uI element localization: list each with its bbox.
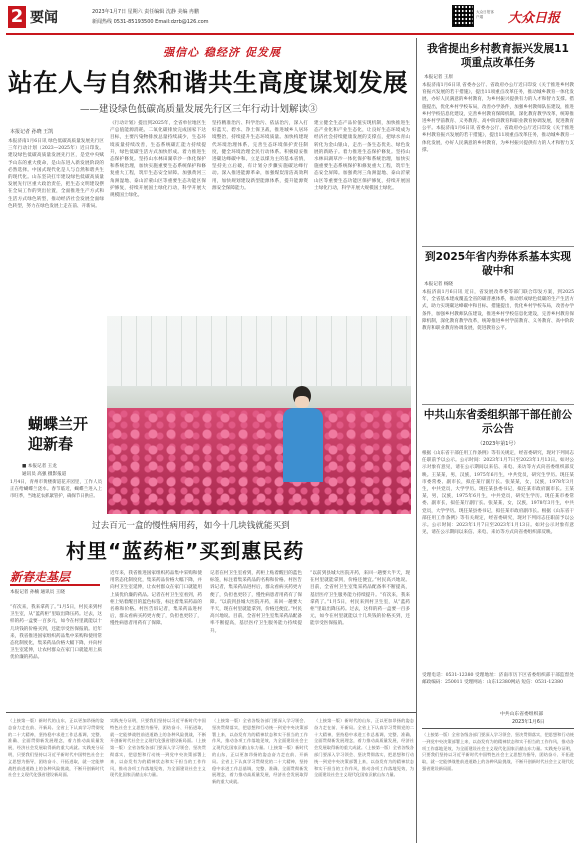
medicine-body-col-4: “以前到县城大医院开药，来回一趟要大半天，现在村里就能拿到，价格还便宜。”村民高兴地说。目前，全省村卫生室集采药品配备率不断提高，基层医疗卫生服务能力持续提升。“有次来，我来拿药了。”1月5日，村民来到村卫生室，从“蓝药柜”里取出降压药。过去，这样的药一盒要一百多元，如今在村里就能以十几块钱的价格买到，还能享受医保报销。 xyxy=(310,571,410,627)
lead-byline: 本报记者 孙晓 王凯 xyxy=(10,129,54,135)
medicine-body-col-2: 近年来，我省推进国家组织药品集中采购和使用常态化制度化，集采药品价格大幅下降，并向村卫生室延伸，让农村群众在家门口就能用上质优价廉的药品。记者在村卫生室看到，药柜上贴着醒目的蓝色标签，标注着集采药品的名称和价格。村医告诉记者，集采药品进村后，群众看病买药更方便了，负担也更轻了，慢性病患者用药有了保障。 xyxy=(110,571,202,627)
greenhouse-roof xyxy=(107,316,411,386)
right-story-2-headline: 到2025年省内券体系基本实现破中和 xyxy=(424,251,571,277)
lead-kicker: 强信心 稳经济 促发展 xyxy=(163,46,281,59)
column-rule xyxy=(416,38,417,843)
right-story-1-body: 本报济南1月6日讯 省委办公厅、省政府办公厅近日印发《关于推进乡村教育振兴发展的若干措施》，提出11项重点改革任务，推动城乡教育一体化发展，办好人民满意的乡村教育，为乡村振兴提供有力的人才和智力支撑。措施提出，优化乡村学校布局，改善办学条件，加强乡村教师队伍建设，推进乡村学校信息化建设，完善乡村教育保障机制，深化教育教学改革，统筹推进乡村学前教育、义务教育、高中阶段教育和职业教育协调发展，促进教育公平。本报济南1月6日讯 省委办公厅、省政府办公厅近日印发《关于推进乡村教育振兴发展的若干措施》，提出11项重点改革任务，推动城乡教育一体化发展，办好人民满意的乡村教育，为乡村振兴提供有力的人才和智力支撑。 xyxy=(422,83,574,153)
qr-label: 大众日报客户端 xyxy=(476,10,494,19)
right-signature: 中共山东省委组织部 xyxy=(500,712,544,717)
right-rule-1 xyxy=(422,246,574,247)
bottom-col-4: （上接第一版）新时代的山东，正以更加昂扬的姿态奋力走在前、开新局。全省上下认真学习贯彻党的二十大精神，坚持稳中求进工作总基调，完整、准确、全面贯彻新发展理念，着力推动高质量发展，经济社会发展取得新的重大成就。（上接第一版）全省各级各部门要深入学习领会、坚决贯彻落实，把思想和行动统一到党中央决策部署上来，以奋发有为的精神状态和实干担当的工作作风，推动各项工作落地见效，为全面建设社会主义现代化国家贡献山东力量。 xyxy=(314,718,414,778)
orchid-photo xyxy=(107,316,411,514)
medicine-byline: 本报记者 孙楠 通讯员 王晓 xyxy=(10,590,65,595)
right-rule-2 xyxy=(422,404,574,405)
right-rule-3 xyxy=(422,728,574,729)
bottom-strip-rule xyxy=(6,712,416,713)
header-rule xyxy=(6,33,574,35)
right-story-1-byline: 本报记者 王原 xyxy=(424,75,454,80)
right-contact-info: 受理电话：0531-12380 受理地址：济南市历下区省委组织部干部监督处 邮政编码：250011 受理网站：山东12380网站 短信：0531-12380 xyxy=(422,673,574,686)
worker-figure xyxy=(275,386,331,482)
bottom-col-1: （上接第一版）新时代的山东，正以更加昂扬的姿态奋力走在前、开新局。全省上下认真学习贯彻党的二十大精神，坚持稳中求进工作总基调，完整、准确、全面贯彻新发展理念，着力推动高质量发展，经济社会发展取得新的重大成就。实践充分证明，只要我们坚持以习近平新时代中国特色社会主义思想为指导，团结奋斗、开拓进取，就一定能够战胜前进道路上的各种风险挑战，不断开创新时代社会主义现代化强省建设新局面。 xyxy=(8,718,104,778)
contact-line: 新闻热线 0531-85193500 Email:dzrb@126.com xyxy=(92,19,209,25)
photo-headline: 蝴蝶兰开 迎新春 xyxy=(28,415,89,453)
lead-body-col-2: 《行动计划》提出到2025年，全省单位地区生产总值能源消耗、二氧化碳排放完成国家下达目标，主要污染物排放总量持续减少，生态环境质量持续改善，生态系统碳汇能力持续提升，绿色低碳生活方式加快形成。着力推进生态保护修复。坚持山水林田湖草沙一体化保护和系统治理，加快实施重要生态系统保护和修复重大工程，筑牢生态安全屏障。加强黄河三角洲湿地、泰山沂蒙山区等重要生态功能区保护修复，持续开展国土绿化行动，科学开展大规模国土绿化。 xyxy=(110,121,206,199)
right-story-1-headline: 我省提出乡村教育振兴发展11项重点改革任务 xyxy=(427,43,569,69)
flower-rows xyxy=(107,408,411,514)
lead-body-col-4: 建立健全生态产品价值实现机制，加快推进生态产业化和产业生态化，让良好生态环境成为经济社会持续健康发展的支撑点，把绿水青山转化为金山银山，走出一条生态优先、绿色发展的新路子。着力推进生态保护修复。坚持山水林田湖草沙一体化保护和系统治理，加快实施重要生态系统保护和修复重大工程，筑牢生态安全屏障。加强黄河三角洲湿地、泰山沂蒙山区等重要生态功能区保护修复，持续开展国土绿化行动，科学开展大规模国土绿化。 xyxy=(314,121,410,191)
right-story-3-body: 根据《山东省干部任用工作条例》等有关规定，经省委研究，现对下列同志任职前予以公示。公示时间：2023年1月7日至2023年1月13日。如对公示对象有意见，请在公示期间以来信、来电、来访等方式向省委组织部反映。王某某，男，汉族，1975年6月生，中共党员，研究生学历。现任某市委常委、副市长，拟任某厅副厅长。张某某，女，汉族，1978年3月生，中共党员，大学学历。现任某县委书记，拟任某市政府副市长。王某某，男，汉族，1975年6月生，中共党员，研究生学历。现任某市委常委、副市长，拟任某厅副厅长。张某某，女，汉族，1978年3月生，中共党员，大学学历。现任某县委书记，拟任某市政府副市长。根据《山东省干部任用工作条例》等有关规定，经省委研究，现对下列同志任职前予以公示。公示时间：2023年1月7日至2023年1月13日。如对公示对象有意见，请在公示期间以来信、来电、来访等方式向省委组织部反映。 xyxy=(422,451,574,536)
medicine-body-col-1: “有次来，我来拿药了。”1月5日，村民来到村卫生室，从“蓝药柜”里取出降压药。过去，这样的药一盒要一百多元，如今在村里就能以十几块钱的价格买到，还能享受医保报销。近年来，我省推进国家组织药品集中采购和使用常态化制度化，集采药品价格大幅下降，并向村卫生室延伸，让农村群众在家门口就能用上质优价廉的药品。 xyxy=(10,605,102,661)
right-story-2-body: 本报济南1月6日讯 近日，省发展改革委等部门联合印发方案，到2025年，全省基本建成覆盖全省的碳普惠体系，推动形成绿色低碳的生产生活方式，助力实现碳达峰碳中和目标。措施提出，优化乡村学校布局，改善办学条件，加强乡村教师队伍建设，推进乡村学校信息化建设，完善乡村教育保障机制，深化教育教学改革，统筹推进乡村学前教育、义务教育、高中阶段教育和职业教育协调发展，促进教育公平。 xyxy=(422,290,574,332)
lead-headline: 站在人与自然和谐共生高度谋划发展 xyxy=(8,68,408,97)
bottom-col-3: （上接第一版）全省各级各部门要深入学习领会、坚决贯彻落实，把思想和行动统一到党中央决策部署上来，以奋发有为的精神状态和实干担当的工作作风，推动各项工作落地见效，为全面建设社会主义现代化国家贡献山东力量。（上接第一版）新时代的山东，正以更加昂扬的姿态奋力走在前、开新局。全省上下认真学习贯彻党的二十大精神，坚持稳中求进工作总基调，完整、准确、全面贯彻新发展理念，着力推动高质量发展，经济社会发展取得新的重大成就。 xyxy=(212,718,308,785)
page-number: 2 xyxy=(8,6,26,28)
photo-caption: 1月4日，青州市黄楼街道花卉园里，工作人员正在给蝴蝶兰浇水。春节临近，蝴蝶兰进入上市旺季，当地花农抓紧管护，确保节日供应。 xyxy=(10,480,102,499)
lead-body-col-1: 本报济南1月6日讯 绿色低碳高质量发展先行区三年行动计划（2023—2025年）近日印发。建设绿色低碳高质量发展先行区，是党中央赋予山东的重大使命，是山东进入新发展阶段的必然选择。中国式现代化是人与自然和谐共生的现代化。山东坚决扛牢建设绿色低碳高质量发展先行区重大政治责任，把生态文明建设摆在全局工作的突出位置，全面推进生产方式和生活方式绿色转型，推动经济社会发展全面绿色转型，努力在绿色发展上走在前、开新局。 xyxy=(8,139,104,209)
qr-code-icon xyxy=(452,5,474,27)
lead-body-col-3: 坚持精准治污、科学治污、依法治污，深入打好蓝天、碧水、净土保卫战，推进城乡人居环境整治，持续提升生态环境质量。加快构建现代环境治理体系，完善生态环境保护责任制度，健全环境治理全民行动体系。积极稳妥推进碳达峰碳中和。立足以煤为主的基本省情，坚持先立后破，有计划分步骤实施碳达峰行动。深入推进能源革命，加强煤炭清洁高效利用，加快规划建设新型能源体系，提升能源资源安全保障能力。 xyxy=(212,121,308,191)
column-logo-underline xyxy=(10,584,100,586)
photo-byline-2: 通讯员 高强 摄影报道 xyxy=(22,472,67,477)
lead-subhead: ——建设绿色低碳高质量发展先行区三年行动计划解读③ xyxy=(80,104,318,115)
section-name: 要闻 xyxy=(30,9,58,25)
bottom-col-2: 实践充分证明，只要我们坚持以习近平新时代中国特色社会主义思想为指导，团结奋斗、开拓进取，就一定能够战胜前进道路上的各种风险挑战，不断开创新时代社会主义现代化强省建设新局面。（上接第一版）全省各级各部门要深入学习领会、坚决贯彻落实，把思想和行动统一到党中央决策部署上来，以奋发有为的精神状态和实干担当的工作作风，推动各项工作落地见效，为全面建设社会主义现代化国家贡献山东力量。 xyxy=(110,718,206,778)
right-signature-date: 2023年1月6日 xyxy=(512,720,545,725)
medicine-headline: 村里“蓝药柜”买到惠民药 xyxy=(66,539,305,563)
right-story-3-headline: 中共山东省委组织部干部任前公示公告 xyxy=(423,409,573,435)
page-header xyxy=(0,0,580,36)
right-story-2-byline: 本报记者 杨晓 xyxy=(424,282,454,287)
right-bottom-body: （上接第一版）全省各级各部门要深入学习领会、坚决贯彻落实，把思想和行动统一到党中央决策部署上来，以奋发有为的精神状态和实干担当的工作作风，推动各项工作落地见效，为全面建设社会主义现代化国家贡献山东力量。实践充分证明，只要我们坚持以习近平新时代中国特色社会主义思想为指导，团结奋斗、开拓进取，就一定能够战胜前进道路上的各种风险挑战，不断开创新时代社会主义现代化强省建设新局面。 xyxy=(422,732,574,771)
masthead-logo: 大众日报 xyxy=(508,11,561,26)
column-logo: 新春走基层 xyxy=(10,570,71,584)
date-line: 2023年1月7日 星期六 责任编辑 沈静 美编 冉鹏 xyxy=(92,9,200,15)
medicine-kicker: 过去百元一盒的慢性病用药，如今十几块钱就能买到 xyxy=(92,521,290,531)
photo-byline-1: ■ 本报记者 王龙 xyxy=(22,464,57,469)
medicine-body-col-3: 记者在村卫生室看到，药柜上贴着醒目的蓝色标签，标注着集采药品的名称和价格。村医告诉记者，集采药品进村后，群众看病买药更方便了，负担也更轻了，慢性病患者用药有了保障。“以前到县城大医院开药，来回一趟要大半天，现在村里就能拿到，价格还便宜。”村民高兴地说。目前，全省村卫生室集采药品配备率不断提高，基层医疗卫生服务能力持续提升。 xyxy=(210,571,302,634)
right-story-3-date: （2023年第1号） xyxy=(477,441,519,447)
